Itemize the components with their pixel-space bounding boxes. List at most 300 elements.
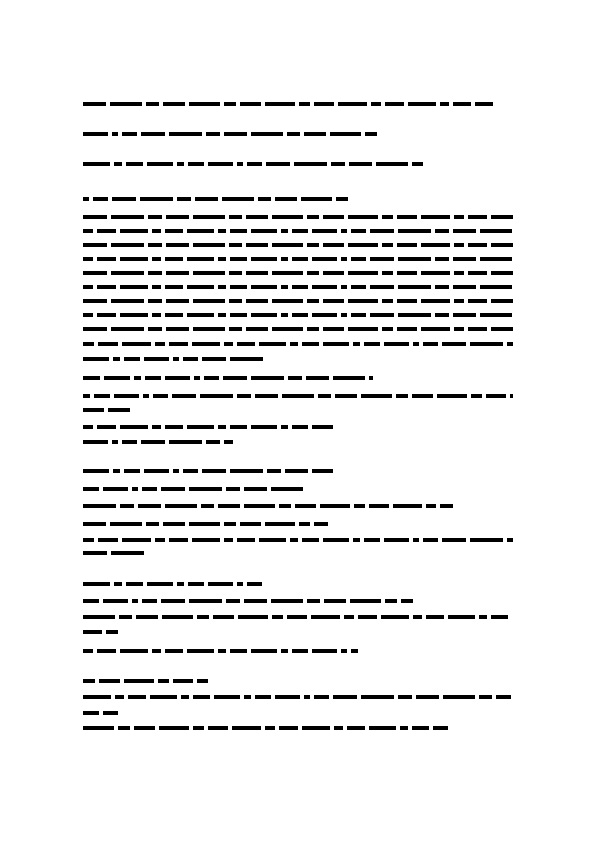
word-placeholder (396, 394, 408, 398)
word-placeholder (83, 726, 114, 730)
word-placeholder (237, 538, 255, 542)
word-placeholder (83, 538, 94, 542)
word-placeholder (165, 229, 183, 233)
word-placeholder (189, 522, 220, 526)
word-placeholder (166, 271, 189, 275)
word-placeholder (279, 726, 298, 730)
word-placeholder (240, 102, 261, 106)
word-placeholder (323, 271, 344, 275)
word-placeholder (282, 394, 314, 398)
word-placeholder (144, 469, 169, 473)
word-placeholder (333, 376, 365, 380)
word-placeholder (349, 162, 372, 166)
word-placeholder (237, 342, 255, 346)
word-placeholder (323, 215, 344, 219)
word-placeholder (408, 102, 436, 106)
word-placeholder (442, 538, 466, 542)
word-placeholder (112, 197, 136, 201)
word-placeholder (471, 394, 482, 398)
word-placeholder (229, 271, 242, 275)
word-placeholder (147, 582, 173, 586)
word-placeholder (97, 229, 116, 233)
word-placeholder (421, 243, 450, 247)
word-placeholder (112, 132, 118, 136)
word-placeholder (426, 615, 444, 619)
text-line-placeholder (83, 424, 333, 430)
word-placeholder (397, 271, 417, 275)
word-placeholder (197, 615, 209, 619)
word-placeholder (348, 299, 378, 303)
word-placeholder (314, 522, 328, 526)
word-placeholder (453, 229, 476, 233)
word-placeholder (454, 299, 464, 303)
word-placeholder (323, 243, 344, 247)
word-placeholder (251, 285, 277, 289)
word-placeholder (440, 102, 449, 106)
word-placeholder (251, 229, 277, 233)
word-placeholder (111, 271, 144, 275)
word-placeholder (344, 615, 354, 619)
text-line-placeholder (83, 101, 493, 107)
word-placeholder (218, 504, 240, 508)
word-placeholder (97, 285, 116, 289)
word-placeholder (169, 538, 188, 542)
word-placeholder (292, 313, 308, 317)
word-placeholder (218, 229, 226, 233)
word-placeholder (146, 102, 159, 106)
word-placeholder (479, 695, 492, 699)
word-placeholder (158, 679, 169, 683)
word-placeholder (98, 538, 118, 542)
word-placeholder (251, 257, 277, 261)
word-placeholder (265, 102, 295, 106)
word-placeholder (152, 229, 161, 233)
word-placeholder (120, 257, 148, 261)
word-placeholder (413, 538, 419, 542)
word-placeholder (224, 538, 233, 542)
word-placeholder (126, 162, 143, 166)
word-placeholder (311, 615, 340, 619)
word-placeholder (266, 162, 290, 166)
text-line-placeholder (83, 214, 513, 220)
word-placeholder (470, 342, 503, 346)
word-placeholder (141, 440, 165, 444)
word-placeholder (97, 425, 116, 429)
word-placeholder (226, 599, 240, 603)
word-placeholder (507, 342, 513, 346)
word-placeholder (83, 285, 93, 289)
word-placeholder (193, 695, 210, 699)
word-placeholder (195, 197, 218, 201)
word-placeholder (491, 327, 513, 331)
word-placeholder (244, 487, 267, 491)
word-placeholder (370, 313, 394, 317)
word-placeholder (230, 229, 247, 233)
word-placeholder (114, 394, 139, 398)
word-placeholder (435, 229, 449, 233)
word-placeholder (468, 299, 487, 303)
word-placeholder (83, 102, 106, 106)
text-line-placeholder (83, 270, 513, 276)
word-placeholder (281, 285, 288, 289)
word-placeholder (177, 197, 191, 201)
word-placeholder (230, 649, 247, 653)
word-placeholder (103, 599, 128, 603)
word-placeholder (370, 229, 394, 233)
word-placeholder (412, 394, 433, 398)
word-placeholder (187, 313, 214, 317)
word-placeholder (143, 394, 149, 398)
word-placeholder (348, 243, 378, 247)
word-placeholder (122, 132, 137, 136)
word-placeholder (443, 695, 475, 699)
word-placeholder (453, 257, 476, 261)
word-placeholder (202, 357, 226, 361)
word-placeholder (97, 313, 116, 317)
word-placeholder (275, 197, 297, 201)
word-placeholder (83, 695, 111, 699)
word-placeholder (353, 342, 360, 346)
word-placeholder (365, 132, 377, 136)
word-placeholder (83, 132, 108, 136)
text-line-placeholder (83, 503, 453, 509)
word-placeholder (229, 215, 242, 219)
text-line-placeholder (83, 242, 513, 248)
word-placeholder (165, 504, 197, 508)
word-placeholder (83, 197, 89, 201)
word-placeholder (370, 257, 394, 261)
word-placeholder (475, 102, 493, 106)
word-placeholder (165, 425, 183, 429)
word-placeholder (251, 313, 277, 317)
word-placeholder (246, 299, 268, 303)
word-placeholder (140, 197, 173, 201)
word-placeholder (323, 538, 349, 542)
word-placeholder (287, 615, 307, 619)
text-line-placeholder (83, 131, 379, 137)
word-placeholder (281, 425, 288, 429)
word-placeholder (259, 342, 286, 346)
word-placeholder (265, 726, 275, 730)
text-line-placeholder (83, 256, 513, 262)
word-placeholder (440, 504, 453, 508)
text-line-placeholder (83, 341, 513, 347)
word-placeholder (272, 615, 283, 619)
word-placeholder (435, 285, 449, 289)
word-placeholder (188, 162, 204, 166)
word-placeholder (251, 132, 283, 136)
word-placeholder (124, 469, 140, 473)
word-placeholder (148, 271, 162, 275)
word-placeholder (397, 243, 417, 247)
word-placeholder (83, 487, 99, 491)
word-placeholder (292, 425, 308, 429)
word-placeholder (267, 469, 281, 473)
word-placeholder (124, 357, 140, 361)
word-placeholder (281, 313, 288, 317)
word-placeholder (237, 582, 243, 586)
word-placeholder (113, 357, 120, 361)
word-placeholder (318, 394, 331, 398)
word-placeholder (163, 102, 185, 106)
word-placeholder (398, 257, 431, 261)
word-placeholder (348, 271, 378, 275)
word-placeholder (193, 215, 225, 219)
word-placeholder (112, 440, 118, 444)
word-placeholder (152, 285, 161, 289)
word-placeholder (208, 162, 233, 166)
word-placeholder (153, 394, 168, 398)
word-placeholder (294, 162, 327, 166)
word-placeholder (312, 313, 337, 317)
word-placeholder (193, 327, 225, 331)
word-placeholder (400, 726, 408, 730)
word-placeholder (206, 440, 220, 444)
word-placeholder (413, 615, 422, 619)
word-placeholder (258, 197, 271, 201)
word-placeholder (454, 271, 464, 275)
word-placeholder (285, 469, 308, 473)
word-placeholder (307, 271, 319, 275)
word-placeholder (299, 522, 310, 526)
word-placeholder (370, 285, 394, 289)
text-line-placeholder (83, 393, 513, 399)
word-placeholder (83, 229, 93, 233)
word-placeholder (83, 342, 94, 346)
text-line-placeholder (83, 537, 513, 543)
word-placeholder (218, 649, 226, 653)
word-placeholder (189, 487, 222, 491)
word-placeholder (148, 299, 162, 303)
word-placeholder (341, 285, 347, 289)
word-placeholder (224, 440, 233, 444)
word-placeholder (251, 376, 284, 380)
word-placeholder (287, 132, 300, 136)
text-line-placeholder (83, 375, 373, 381)
word-placeholder (453, 313, 476, 317)
word-placeholder (120, 649, 148, 653)
text-line-placeholder (83, 326, 513, 332)
word-placeholder (200, 394, 233, 398)
word-placeholder (230, 285, 247, 289)
word-placeholder (99, 679, 120, 683)
word-placeholder (323, 342, 349, 346)
word-placeholder (193, 299, 225, 303)
text-line-placeholder (83, 598, 413, 604)
word-placeholder (351, 649, 358, 653)
word-placeholder (169, 132, 202, 136)
word-placeholder (480, 257, 512, 261)
word-placeholder (361, 695, 394, 699)
word-placeholder (120, 425, 148, 429)
word-placeholder (103, 487, 128, 491)
word-placeholder (302, 342, 319, 346)
word-placeholder (279, 504, 291, 508)
word-placeholder (173, 357, 179, 361)
word-placeholder (480, 313, 512, 317)
text-line-placeholder (83, 550, 150, 556)
word-placeholder (108, 408, 130, 412)
word-placeholder (393, 504, 422, 508)
word-placeholder (307, 599, 320, 603)
word-placeholder (251, 425, 277, 429)
word-placeholder (341, 313, 347, 317)
text-line-placeholder (83, 629, 118, 635)
word-placeholder (230, 313, 247, 317)
word-placeholder (98, 342, 118, 346)
word-placeholder (177, 582, 184, 586)
word-placeholder (292, 257, 308, 261)
word-placeholder (307, 215, 319, 219)
word-placeholder (491, 215, 513, 219)
text-line-placeholder (83, 161, 423, 167)
word-placeholder (292, 229, 308, 233)
word-placeholder (510, 394, 513, 398)
word-placeholder (507, 538, 513, 542)
word-placeholder (307, 327, 319, 331)
word-placeholder (272, 215, 303, 219)
word-placeholder (169, 440, 202, 444)
word-placeholder (306, 376, 329, 380)
word-placeholder (148, 327, 162, 331)
word-placeholder (204, 376, 219, 380)
word-placeholder (433, 726, 448, 730)
word-placeholder (240, 522, 261, 526)
word-placeholder (397, 327, 417, 331)
word-placeholder (397, 215, 417, 219)
word-placeholder (381, 615, 409, 619)
word-placeholder (141, 132, 165, 136)
word-placeholder (113, 469, 120, 473)
word-placeholder (187, 285, 214, 289)
word-placeholder (229, 327, 242, 331)
word-placeholder (307, 243, 319, 247)
word-placeholder (83, 313, 93, 317)
word-placeholder (181, 695, 189, 699)
word-placeholder (166, 215, 189, 219)
word-placeholder (341, 229, 347, 233)
word-placeholder (299, 102, 310, 106)
word-placeholder (435, 313, 449, 317)
text-line-placeholder (83, 648, 358, 654)
word-placeholder (192, 538, 220, 542)
word-placeholder (173, 679, 193, 683)
word-placeholder (165, 285, 183, 289)
word-placeholder (290, 538, 298, 542)
word-placeholder (301, 197, 332, 201)
word-placeholder (348, 215, 378, 219)
word-placeholder (183, 469, 198, 473)
word-placeholder (83, 469, 109, 473)
word-placeholder (148, 243, 162, 247)
word-placeholder (193, 271, 225, 275)
word-placeholder (281, 257, 288, 261)
word-placeholder (382, 299, 393, 303)
word-placeholder (496, 695, 511, 699)
word-placeholder (302, 726, 330, 730)
word-placeholder (163, 522, 185, 526)
word-placeholder (302, 538, 319, 542)
word-placeholder (272, 327, 303, 331)
text-line-placeholder (83, 468, 333, 474)
word-placeholder (218, 285, 226, 289)
word-placeholder (470, 538, 503, 542)
word-placeholder (152, 425, 161, 429)
word-placeholder (468, 327, 487, 331)
word-placeholder (115, 695, 124, 699)
word-placeholder (398, 313, 431, 317)
word-placeholder (247, 162, 262, 166)
word-placeholder (334, 726, 343, 730)
word-placeholder (335, 394, 357, 398)
word-placeholder (292, 649, 308, 653)
word-placeholder (93, 197, 108, 201)
word-placeholder (244, 599, 267, 603)
word-placeholder (338, 102, 367, 106)
word-placeholder (183, 357, 198, 361)
word-placeholder (148, 215, 162, 219)
word-placeholder (468, 243, 487, 247)
word-placeholder (187, 425, 214, 429)
word-placeholder (83, 522, 106, 526)
word-placeholder (120, 229, 148, 233)
word-placeholder (169, 342, 188, 346)
word-placeholder (353, 538, 360, 542)
word-placeholder (341, 257, 347, 261)
word-placeholder (336, 197, 348, 201)
word-placeholder (435, 257, 449, 261)
word-placeholder (453, 102, 471, 106)
word-placeholder (323, 327, 344, 331)
word-placeholder (224, 132, 247, 136)
word-placeholder (369, 504, 389, 508)
word-placeholder (271, 487, 303, 491)
word-placeholder (369, 726, 396, 730)
word-placeholder (255, 394, 278, 398)
word-placeholder (83, 271, 107, 275)
word-placeholder (110, 102, 142, 106)
word-placeholder (223, 376, 247, 380)
word-placeholder (111, 299, 144, 303)
word-placeholder (246, 271, 268, 275)
word-placeholder (111, 243, 144, 247)
word-placeholder (83, 408, 104, 412)
word-placeholder (304, 695, 310, 699)
text-line-placeholder (83, 298, 513, 304)
word-placeholder (97, 257, 116, 261)
word-placeholder (312, 257, 337, 261)
word-placeholder (330, 132, 361, 136)
word-placeholder (312, 469, 333, 473)
word-placeholder (348, 327, 378, 331)
word-placeholder (162, 615, 193, 619)
word-placeholder (246, 243, 268, 247)
word-placeholder (491, 243, 513, 247)
word-placeholder (161, 487, 185, 491)
word-placeholder (350, 599, 381, 603)
text-line-placeholder (83, 678, 208, 684)
text-line-placeholder (83, 439, 233, 445)
word-placeholder (295, 504, 316, 508)
word-placeholder (232, 726, 261, 730)
word-placeholder (491, 271, 513, 275)
word-placeholder (138, 504, 161, 508)
word-placeholder (230, 469, 263, 473)
word-placeholder (312, 425, 333, 429)
text-line-placeholder (83, 725, 448, 731)
word-placeholder (382, 243, 393, 247)
word-placeholder (134, 376, 141, 380)
